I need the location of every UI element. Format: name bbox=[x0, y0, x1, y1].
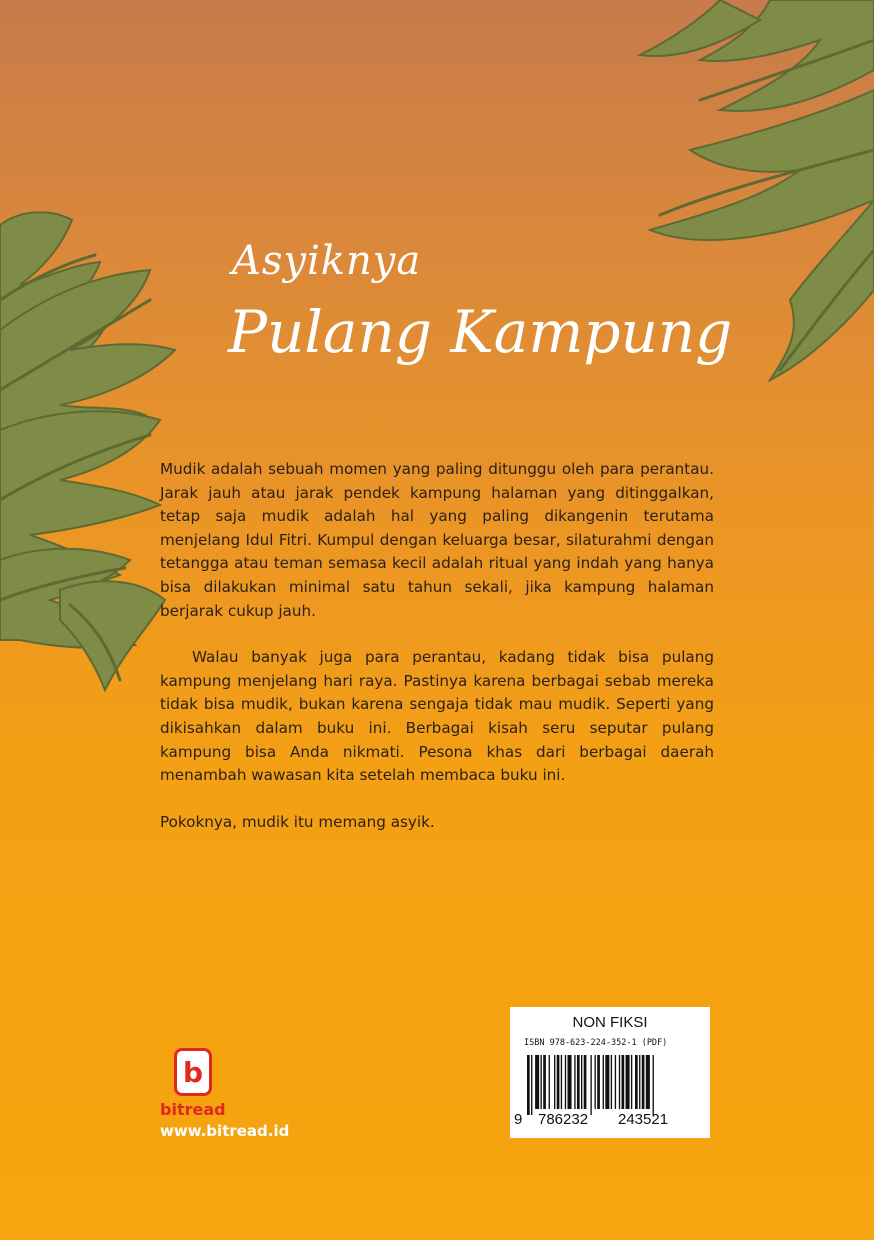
genre-label: NON FIKSI bbox=[572, 1014, 648, 1031]
bitread-logo-icon: b bbox=[174, 1048, 212, 1096]
barcode-right-digits: 243521 bbox=[618, 1111, 669, 1128]
barcode-first-digit: 9 bbox=[514, 1111, 523, 1128]
publisher-website: www.bitread.id bbox=[160, 1122, 290, 1140]
leaf-top-right-2 bbox=[650, 90, 874, 240]
publisher-logo bbox=[160, 1048, 230, 1119]
isbn-label bbox=[510, 1007, 710, 1138]
publisher-name: bitread bbox=[160, 1100, 226, 1119]
leaf-left-5 bbox=[60, 581, 165, 690]
book-title-line1: Asyiknya bbox=[232, 238, 422, 284]
blurb-paragraph-2: Walau banyak juga para perantau, kadang tidak bisa pulang kampung menjelang hari raya. Pastinya karena berbagai sebab mereka tidak bisa mudik, bukan karena sengaja tidak mau mudik. Seperti yang dikisahkan dalam buku ini. Berbagai kisah seru seputar pulang kampung bisa Anda nikmati. Pesona khas dari berbagai daerah menambah wawasan kita setelah membaca buku ini. bbox=[160, 648, 714, 785]
barcode-left-digits: 786232 bbox=[538, 1111, 589, 1128]
blurb-paragraph-1: Mudik adalah sebuah momen yang paling ditunggu oleh para perantau. Jarak jauh atau jarak pendek kampung halaman yang ditinggalkan, tetap saja mudik adalah hal yang paling dikangenin terutama menjelang Idul Fitri. Kumpul dengan keluarga besar, silaturahmi dengan tetangga atau teman semasa kecil adalah ritual yang indah yang hanya bisa dilakukan minimal satu tahun sekali, jika kampung halaman berjarak cukup jauh. bbox=[160, 460, 714, 620]
barcode-icon bbox=[527, 1055, 699, 1115]
blurb-paragraph-3: Pokoknya, mudik itu memang asyik. bbox=[160, 812, 435, 831]
isbn-number: ISBN 978-623-224-352-1 (PDF) bbox=[524, 1038, 668, 1048]
book-title-line2: Pulang Kampung bbox=[228, 298, 733, 366]
book-blurb bbox=[160, 458, 714, 857]
